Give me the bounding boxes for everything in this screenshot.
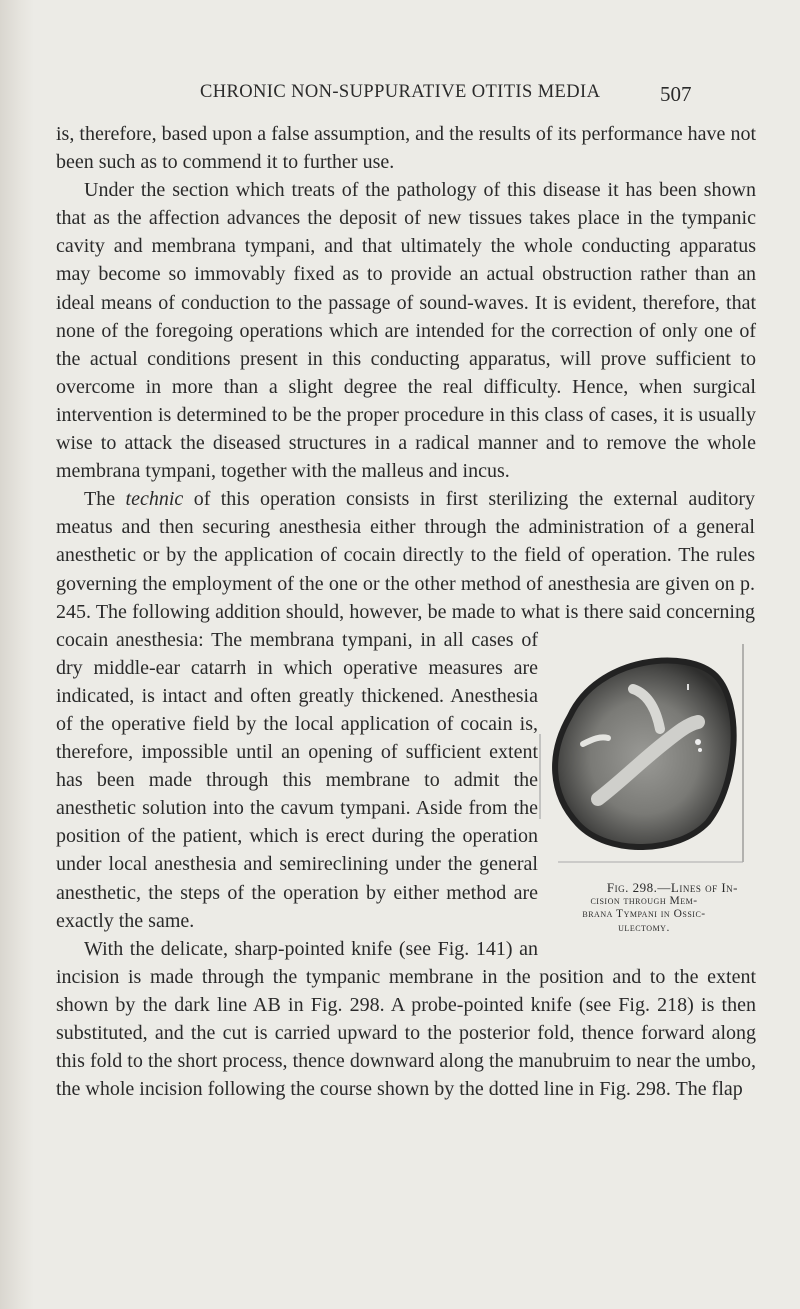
paragraph-3-lead: The (84, 488, 126, 511)
page-number: 507 (660, 82, 692, 106)
paragraph-1: is, therefore, based upon a false assumption, and the results of its performance have not been such as to commend it to further use. (56, 123, 756, 174)
paragraph-4: With the delicate, sharp-pointed knife (see Fig. 141) an incision is made through the tympanic membrane in the position and to the extent shown by the dark line AB in Fig. 298. A probe-pointed knife (see Fig. 218) is then substituted, and the cut is carried upward to the posterior fold, thence forward along this fold to the short process, thence downward along the manubruim to near the umbo, the whole incision following the course shown by the dotted line in Fig. 298. The flap (56, 937, 756, 1101)
caption-line-4: ulectomy. (618, 921, 670, 934)
figure-frame (538, 644, 744, 880)
page-edge-shadow (0, 0, 34, 1309)
caption-line-2: cision through Mem- (590, 894, 698, 907)
paragraph-3-text: of this operation consists in first sterilizing the external auditory meatus and then securing anesthesia either through the administration of a general anesthetic or by the application of cocain directly to the field of operation. The rules governing the employment of the one or the other method of anesthesia are given on p. 245. The following addition should, however, be made to what is there said concerning cocain anesthesia: The membrana tympani, in all cases of dry middle-ear catarrh in which operative measures are indicated, is intact and often greatly thickened. Anesthesia of the operative field by the local application of cocain is, therefore, impossible until an opening of sufficient extent has been made through this membrane to admit the anesthetic solution into the cavum tympani. Aside from the position of the patient, which is erect during the operation under local anesthesia and semireclining under the general anesthetic, the steps of the operation by either method are exactly the same. (56, 488, 756, 932)
tympanic-membrane-illustration (538, 644, 744, 880)
figure-298 (538, 644, 744, 962)
caption-line-1: Fig. 298.—Lines of In- (606, 880, 738, 895)
running-title: CHRONIC NON-SUPPURATIVE OTITIS MEDIA (200, 82, 601, 102)
figure-caption (550, 881, 738, 935)
paragraph-3-emphasis: technic (125, 488, 184, 511)
running-head (0, 82, 800, 112)
figure-float-offset (755, 485, 756, 644)
paragraph-2: Under the section which treats of the pathology of this disease it has been shown that as the affection advances the deposit of new tissues takes place in the tympanic cavity and membrana tympani, and that ultimately the whole conducting apparatus may become so immovably fixed as to provide an actual obstruction rather than an ideal means of conduction to the passage of sound-waves. It is evident, therefore, that none of the foregoing operations which are intended for the correction of only one of the actual conditions present in this conducting apparatus, will prove sufficient to overcome in more than a slight degree the real difficulty. Hence, when surgical intervention is determined to be the proper procedure in this class of cases, it is usually wise to attack the diseased structures in a radical manner and to remove the whole membrana tympani, together with the malleus and incus. (56, 179, 756, 483)
caption-line-3: brana Tympani in Ossic- (582, 908, 706, 920)
